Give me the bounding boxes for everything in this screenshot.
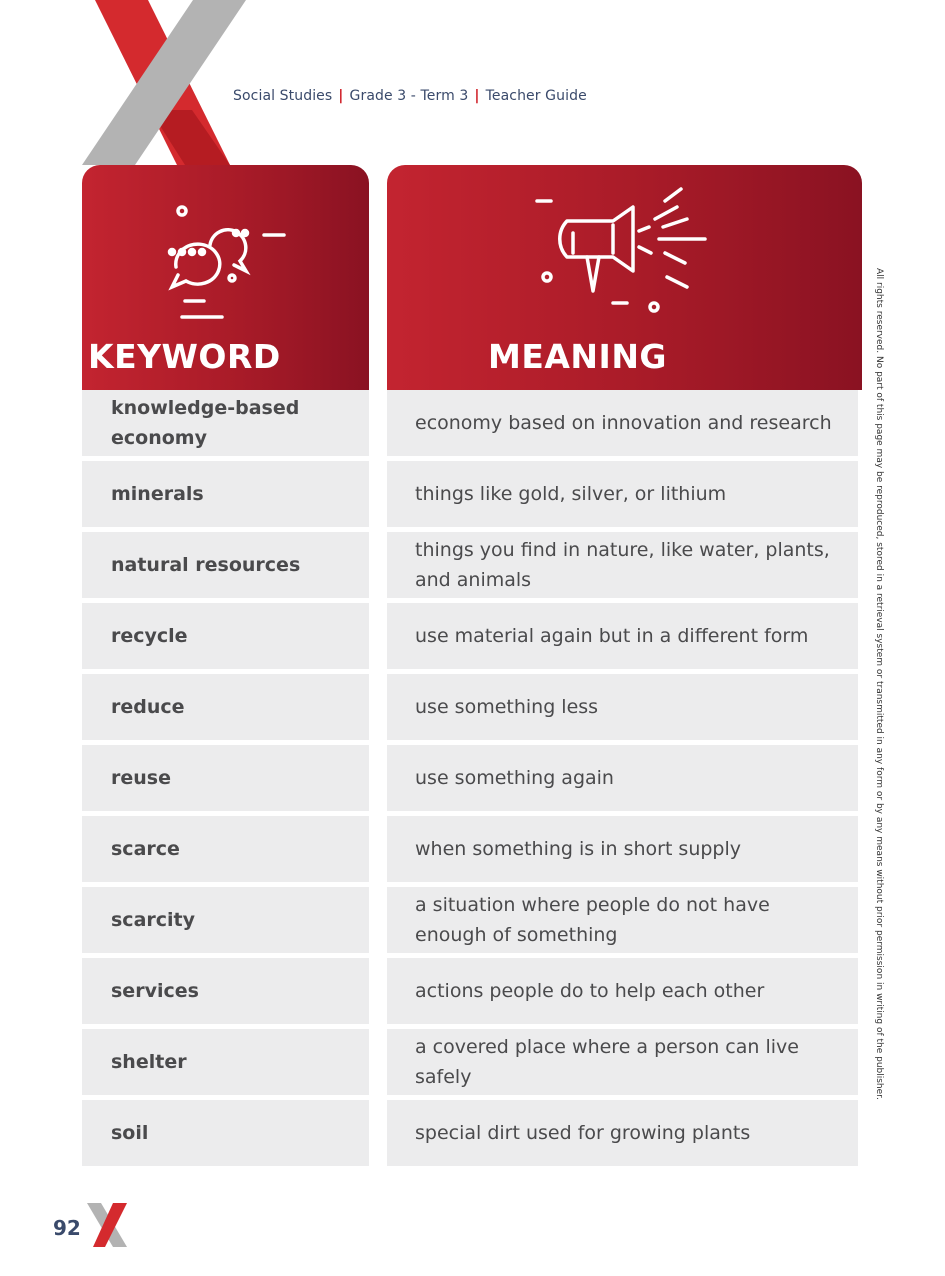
keyword-header-panel <box>82 165 369 390</box>
header-subject: Social Studies <box>233 88 333 104</box>
keyword-cell: scarce <box>82 816 369 882</box>
keyword-cell: reuse <box>82 745 369 811</box>
meaning-header-panel <box>387 165 862 390</box>
table-row <box>82 745 862 811</box>
page-number: 92 <box>53 1216 81 1240</box>
meaning-cell: things like gold, silver, or lithium <box>387 461 858 527</box>
keyword-cell: scarcity <box>82 887 369 953</box>
keyword-cell: soil <box>82 1100 369 1166</box>
copyright-note <box>870 268 884 1100</box>
meaning-cell: use material again but in a different form <box>387 603 858 669</box>
meaning-column-title: MEANING <box>488 337 668 376</box>
keyword-cell: recycle <box>82 603 369 669</box>
table-row <box>82 887 862 953</box>
meaning-cell: when something is in short supply <box>387 816 858 882</box>
header-separator: | <box>474 88 480 104</box>
table-row <box>82 603 862 669</box>
table-row <box>82 1029 862 1095</box>
table-row <box>82 958 862 1024</box>
meaning-cell: a situation where people do not have enough of something <box>387 887 858 953</box>
meaning-cell: use something again <box>387 745 858 811</box>
keyword-column-title: KEYWORD <box>88 337 281 376</box>
meaning-cell: actions people do to help each other <box>387 958 858 1024</box>
header-guide: Teacher Guide <box>485 88 587 104</box>
table-row <box>82 816 862 882</box>
keyword-cell: natural resources <box>82 532 369 598</box>
keyword-cell: knowledge-based economy <box>82 390 369 456</box>
footer-logo <box>85 1203 129 1249</box>
meaning-cell: use something less <box>387 674 858 740</box>
keyword-cell: shelter <box>82 1029 369 1095</box>
header-grade-term: Grade 3 - Term 3 <box>349 88 469 104</box>
header-breadcrumb <box>233 88 587 104</box>
meaning-cell: a covered place where a person can live safely <box>387 1029 858 1095</box>
table-row <box>82 390 862 456</box>
table-row <box>82 532 862 598</box>
copyright-text: All rights reserved. No part of this page may be reproduced, stored in a retrieval system or transmitted in any form or by any means without prior permission in writing of the publisher. <box>874 268 884 1100</box>
table-row <box>82 461 862 527</box>
meaning-cell: special dirt used for growing plants <box>387 1100 858 1166</box>
keyword-cell: reduce <box>82 674 369 740</box>
corner-logo <box>0 0 260 170</box>
meaning-cell: economy based on innovation and research <box>387 390 858 456</box>
keyword-cell: services <box>82 958 369 1024</box>
speech-bubbles-icon <box>152 195 292 325</box>
table-row <box>82 674 862 740</box>
keyword-cell: minerals <box>82 461 369 527</box>
table-row <box>82 1100 862 1166</box>
header-separator: | <box>338 88 344 104</box>
meaning-cell: things you find in nature, like water, plants, and animals <box>387 532 858 598</box>
megaphone-icon <box>527 183 717 323</box>
